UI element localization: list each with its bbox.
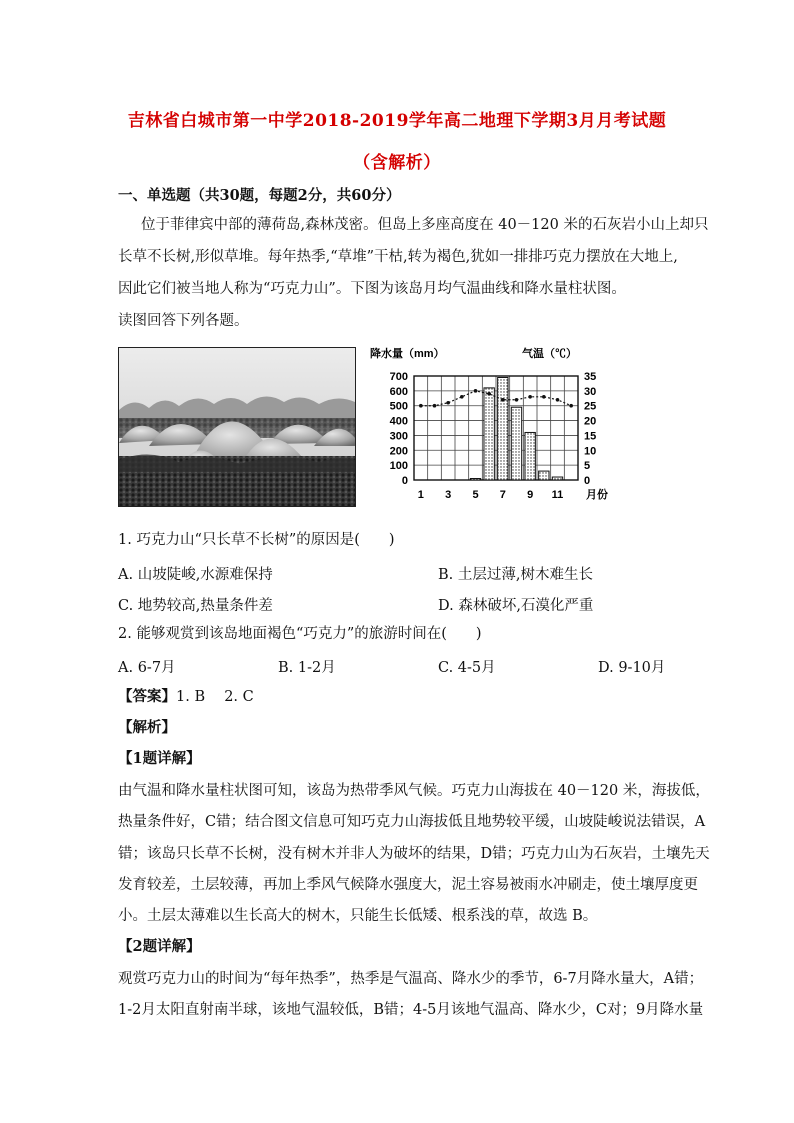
precipitation-bar <box>552 477 562 480</box>
passage-line: 位于菲律宾中部的薄荷岛,森林茂密。但岛上多座高度在 40－120 米的石灰岩小山上却只 <box>141 217 709 233</box>
q1-option-b: B. 土层过薄,树木难生长 <box>438 567 593 583</box>
temperature-point <box>419 404 423 408</box>
question-2-stem: 2. 能够观赏到该岛地面褐色“巧克力”的旅游时间在( ) <box>118 626 482 642</box>
precipitation-bar <box>511 407 521 480</box>
answer-line <box>118 688 254 706</box>
left-tick-label: 200 <box>389 445 408 458</box>
passage-line: 因此它们被当地人称为“巧克力山”。下图为该岛月均气温曲线和降水量柱状图。 <box>118 281 626 297</box>
x-tick-label: 11 <box>551 489 564 501</box>
q1-analysis-line: 发育较差，土层较薄，再加上季风气候降水强度大，泥土容易被雨水冲刷走，使土壤厚度更 <box>118 877 698 893</box>
q1-analysis-label: 【1题详解】 <box>118 750 201 767</box>
right-tick-label: 15 <box>584 430 597 443</box>
answer-text: 1. B 2. C <box>176 689 254 705</box>
temperature-point <box>487 392 491 396</box>
precipitation-bar <box>484 388 494 480</box>
right-axis-title: 气温（℃） <box>522 348 577 360</box>
precipitation-bar <box>498 377 508 480</box>
q2-option-d: D. 9-10月 <box>598 660 666 676</box>
q1-option-d: D. 森林破坏,石漠化严重 <box>438 598 594 614</box>
temperature-point <box>556 398 560 402</box>
left-tick-label: 0 <box>401 475 408 487</box>
chocolate-hills-photo <box>118 347 356 507</box>
temperature-point <box>528 395 532 399</box>
question-1-stem: 1. 巧克力山“只长草不长树”的原因是( ) <box>118 532 395 548</box>
q2-analysis-line: 观赏巧克力山的时间为“每年热季”，热季是气温高、降水少的季节，6-7月降水量大，A错； <box>118 971 704 987</box>
q2-analysis-label: 【2题详解】 <box>118 938 201 955</box>
right-tick-label: 30 <box>584 385 597 398</box>
left-tick-label: 100 <box>389 460 408 473</box>
q2-option-c: C. 4-5月 <box>438 660 496 676</box>
passage-line: 长草不长树,形似草堆。每年热季,“草堆”干枯,转为褐色,犹如一排排巧克力摆放在大地上, <box>118 249 678 265</box>
temperature-point <box>501 398 505 402</box>
right-tick-label: 35 <box>584 371 597 383</box>
x-tick-label: 3 <box>445 489 452 501</box>
answer-label: 【答案】 <box>118 688 176 705</box>
right-tick-label: 5 <box>584 460 591 473</box>
document-title: 吉林省白城市第一中学2018-2019学年高二地理下学期3月月考试题 <box>127 111 667 131</box>
section-heading: 一、单选题（共30题，每题2分，共60分） <box>118 187 401 204</box>
climate-chart <box>362 340 612 510</box>
q1-analysis-line: 错；该岛只长草不长树，没有树木并非人为破坏的结果，D错；巧克力山为石灰岩，土壤先天 <box>118 846 710 862</box>
temperature-point <box>474 389 478 393</box>
left-tick-label: 700 <box>389 371 408 383</box>
q1-analysis-line: 热量条件好，C错；结合图文信息可知巧克力山海拔低且地势较平缓，山坡陡峻说法错误，A <box>118 814 706 830</box>
right-tick-label: 25 <box>584 400 597 413</box>
q2-option-b: B. 1-2月 <box>278 660 336 676</box>
right-tick-label: 0 <box>584 475 591 487</box>
x-tick-label: 9 <box>527 489 534 501</box>
q1-analysis-line: 由气温和降水量柱状图可知，该岛为热带季风气候。巧克力山海拔在 40－120 米，海拔低， <box>118 783 710 799</box>
right-tick-label: 20 <box>584 415 597 428</box>
analysis-label: 【解析】 <box>118 719 176 736</box>
q1-option-c: C. 地势较高,热量条件差 <box>118 598 273 614</box>
x-axis-title: 月份 <box>586 489 608 501</box>
q2-option-a: A. 6-7月 <box>118 660 176 676</box>
left-tick-label: 400 <box>389 415 408 428</box>
precipitation-bar <box>525 432 535 480</box>
q2-analysis-line: 1-2月太阳直射南半球，该地气温较低，B错；4-5月该地气温高、降水少，C对；9月降水量 <box>118 1002 704 1018</box>
left-tick-label: 300 <box>389 430 408 443</box>
left-tick-label: 600 <box>389 385 408 398</box>
climate-chart-svg <box>362 340 612 510</box>
x-tick-label: 1 <box>417 489 424 501</box>
right-tick-label: 10 <box>584 445 597 458</box>
x-tick-label: 5 <box>472 489 479 501</box>
q1-option-a: A. 山坡陡峻,水源难保持 <box>118 567 273 583</box>
q1-analysis-line: 小。土层太薄难以生长高大的树木，只能生长低矮、根系浅的草，故选 B。 <box>118 908 598 924</box>
passage-line: 读图回答下列各题。 <box>118 313 249 329</box>
document-subtitle: （含解析） <box>353 153 441 173</box>
temperature-point <box>460 395 464 399</box>
temperature-point <box>569 404 573 408</box>
left-axis-title: 降水量（mm） <box>370 348 445 360</box>
temperature-point <box>542 395 546 399</box>
temperature-point <box>433 404 437 408</box>
temperature-point <box>515 398 519 402</box>
x-tick-label: 7 <box>499 489 506 501</box>
precipitation-bar <box>539 471 549 480</box>
left-tick-label: 500 <box>389 400 408 413</box>
precipitation-bar <box>470 479 480 480</box>
temperature-point <box>446 401 450 405</box>
